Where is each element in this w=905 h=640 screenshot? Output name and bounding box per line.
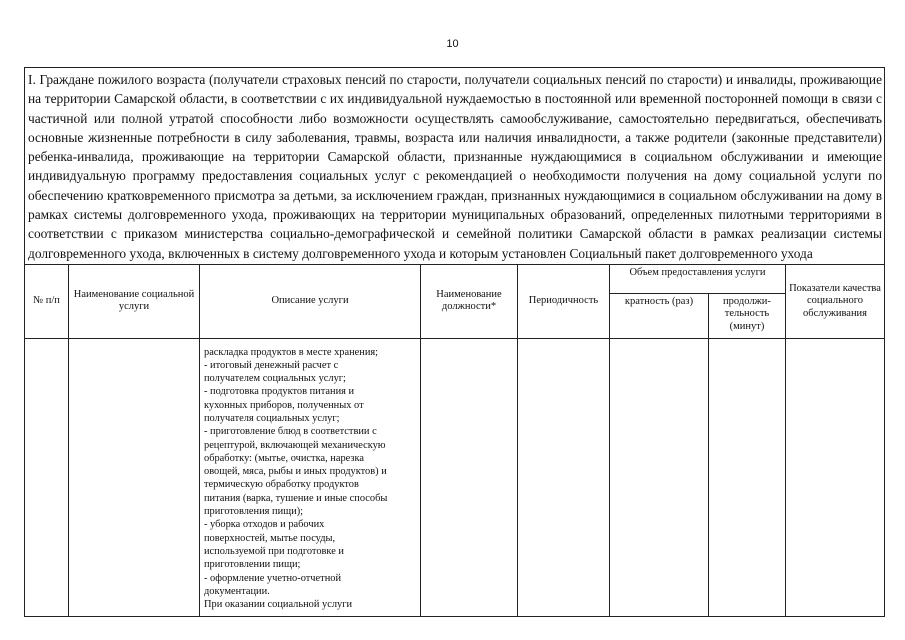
description-line: рецептурой, включающей механическую	[204, 439, 386, 451]
cell-frequency	[610, 338, 709, 616]
description-line: кухонных приборов, полученных от	[204, 399, 364, 411]
description-line: - уборка отходов и рабочих	[204, 519, 325, 531]
cell-duration	[709, 338, 786, 616]
description-line: При оказании социальной услуги	[204, 599, 353, 611]
description-line: обработку: (мытье, очистка, нарезка	[204, 452, 364, 464]
description-line: термическую обработку продуктов	[204, 479, 359, 491]
cell-description	[200, 338, 421, 616]
services-table	[24, 67, 885, 617]
description-line: поверхностей, мытье посуды,	[204, 532, 336, 544]
description-line: - подготовка продуктов питания и	[204, 386, 355, 398]
cell-position	[421, 338, 518, 616]
header-position: Наименование должности*	[421, 264, 518, 338]
section-heading-row	[25, 68, 885, 265]
description-line: получателя социальных услуг;	[204, 412, 340, 424]
description-line: раскладка продуктов в месте хранения;	[204, 346, 379, 358]
section-heading: I. Граждане пожилого возраста (получатели страховых пенсий по старости, получатели социальных пенсий по старости) и инвалиды, проживающие на территории Самарской области, в соответствии с их индивидуальной нуждаемостью в постоянной или временной посторонней помощи в связи с частичной или полной утратой способности либо возможности осуществлять самообслуживание, самостоятельно передвигаться, обеспечивать основные жизненные потребности в силу заболевания, травмы, возраста или наличия инвалидности, а также родители (законные представители) ребенка-инвалида, проживающие на территории Самарской области, признанные нуждающимися в социальном обслуживании и имеющие индивидуальную программу предоставления социальных услуг с рекомендацией о необходимости получения на дому социальной услуги по обеспечению кратковременного присмотра за детьми, за исключением граждан, признанных нуждающимися в социальном обслуживании на дому в рамках системы долговременного ухода, проживающих на территории муниципальных образований, определенных пилотными территориями в соответствии с приказом министерства социально-демографической и семейной политики Самарской области в рамках реализации системы долговременного ухода, включенных в систему долговременного ухода и которым установлен Социальный пакет долговременного ухода	[25, 68, 885, 265]
cell-periodicity	[518, 338, 610, 616]
cell-number	[25, 338, 69, 616]
description-line: - приготовление блюд в соответствии с	[204, 426, 377, 438]
cell-service-name	[69, 338, 200, 616]
cell-quality	[786, 338, 885, 616]
description-line: овощей, мяса, рыбы и иных продуктов) и	[204, 466, 387, 478]
description-line: получателем социальных услуг;	[204, 373, 346, 385]
header-number: № п/п	[25, 264, 69, 338]
description-line: - итоговый денежный расчет с	[204, 359, 339, 371]
page-number: 10	[446, 38, 459, 50]
header-periodicity: Периодичность	[518, 264, 610, 338]
header-row-top	[25, 264, 885, 293]
header-quality: Показатели качества социального обслуживания	[786, 264, 885, 338]
header-description: Описание услуги	[200, 264, 421, 338]
header-duration: продолжи-тельность (минут)	[709, 293, 786, 338]
description-line: приготовления пищи);	[204, 506, 304, 518]
description-line: используемой при подготовке и	[204, 545, 344, 557]
description-line: питания (варка, тушение и иные способы	[204, 492, 388, 504]
table-row	[25, 338, 885, 616]
header-volume: Объем предоставления услуги	[610, 264, 786, 293]
header-service-name: Наименование социальной услуги	[69, 264, 200, 338]
description-line: - оформление учетно-отчетной	[204, 572, 342, 584]
description-line: документации.	[204, 585, 270, 597]
description-line: приготовлении пищи;	[204, 559, 301, 571]
header-frequency: кратность (раз)	[610, 293, 709, 338]
